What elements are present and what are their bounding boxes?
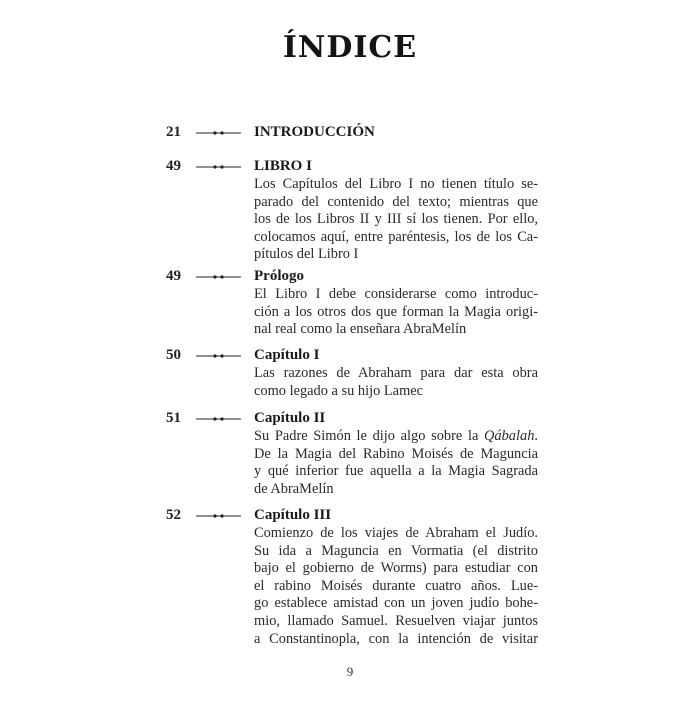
description-line: colocamos aquí, entre paréntesis, los de los Ca-	[254, 228, 538, 245]
description-line: De la Magia del Rabino Moisés de Maguncia	[254, 445, 538, 462]
toc-entry-description	[254, 365, 538, 400]
description-line: Su Padre Simón le dijo algo sobre la Qábalah.	[254, 428, 538, 444]
footer-page-number: 9	[346, 664, 354, 679]
description-line: pítulos del Libro I	[254, 246, 359, 263]
leader-ornament-icon	[196, 417, 241, 419]
description-line: mio, llamado Samuel. Resuelven viajar juntos	[254, 612, 538, 629]
leader-ornament-icon	[196, 275, 241, 277]
toc-entry-title: LIBRO I	[254, 158, 312, 174]
toc-page-number: 21	[166, 124, 181, 140]
toc-entry-title: Prólogo	[254, 268, 304, 284]
description-line: a Constantinopla, con la intención de visitar	[254, 630, 538, 647]
toc-entry-description	[254, 525, 538, 648]
toc-page-number: 49	[166, 158, 181, 174]
toc-entry-description	[254, 176, 538, 264]
description-line: bajo el gobierno de Worms) para estudiar con	[254, 560, 538, 577]
description-line: ción a los otros dos que forman la Magia origi-	[254, 303, 538, 320]
toc-entry-title: Capítulo II	[254, 410, 326, 426]
description-line: Su ida a Maguncia en Vormatia (el distrito	[254, 542, 538, 559]
toc-page-number: 52	[166, 507, 181, 523]
toc-entry-title: Capítulo I	[254, 347, 320, 363]
description-line: nal real como la enseñara AbraMelín	[254, 321, 467, 338]
description-line: de AbraMelín	[254, 480, 334, 497]
description-line: go establece amistad con un joven judío bohe-	[254, 595, 538, 612]
toc-page-number: 51	[166, 410, 181, 426]
toc-entry-description	[254, 286, 538, 339]
toc-page-number: 50	[166, 347, 181, 363]
description-line: como legado a su hijo Lamec	[254, 382, 424, 399]
leader-ornament-icon	[196, 165, 241, 167]
leader-ornament-icon	[196, 131, 241, 133]
description-line: y qué inferior fue aquella a la Magia Sagrada	[254, 463, 538, 480]
description-line: parado del contenido del texto; mientras que	[254, 193, 538, 210]
description-line: Los Capítulos del Libro I no tienen título se-	[254, 176, 538, 192]
leader-ornament-icon	[196, 354, 241, 356]
toc-entry-title: Capítulo III	[254, 507, 332, 523]
description-line: los de los Libros II y III sí los tienen. Por ello,	[254, 211, 538, 228]
toc-entry-title: INTRODUCCIÓN	[254, 124, 375, 140]
description-line: Las razones de Abraham para dar esta obra	[254, 365, 538, 381]
description-line: El Libro I debe considerarse como introduc-	[254, 286, 538, 302]
leader-ornament-icon	[196, 514, 241, 516]
toc-entry-description	[254, 428, 538, 498]
toc-page-number: 49	[166, 268, 181, 284]
page-title: ÍNDICE	[282, 30, 418, 65]
description-line: Comienzo de los viajes de Abraham el Judío.	[254, 525, 538, 541]
description-line: el rabino Moisés durante cuatro años. Lue-	[254, 577, 538, 594]
